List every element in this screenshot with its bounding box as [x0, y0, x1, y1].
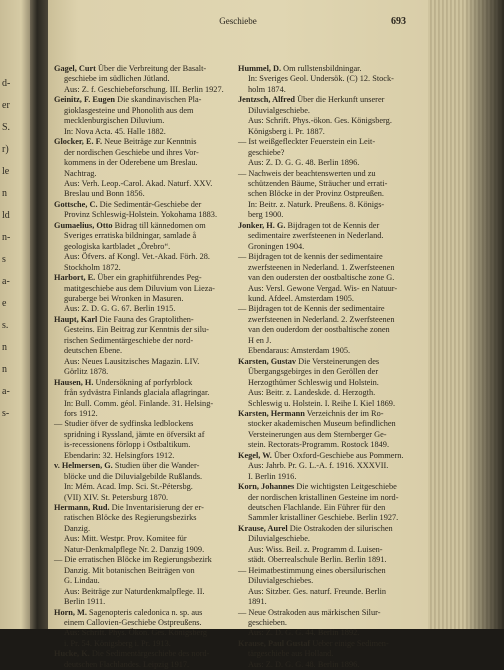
- entry-continuation: Aus: Verh. Leop.-Carol. Akad. Naturf. XXV.: [64, 178, 213, 188]
- entry-continuation: stocker akademischen Museum befindlichen: [248, 419, 396, 429]
- entry-author: Hermann, Rud.: [54, 503, 110, 513]
- entry-continuation: Danzig. Mit botanischen Beiträgen von: [64, 565, 195, 575]
- facing-page-fragment: s: [2, 254, 6, 265]
- entry-continuation: Diluvialgeschiebe.: [248, 534, 310, 544]
- entry-author: Harbort, E.: [54, 273, 96, 283]
- entry-continuation: spridning i Ryssland, jämte en öfversikt af: [64, 429, 205, 439]
- bibliography-entry: [54, 378, 228, 420]
- entry-text: Über Oxford-Geschiebe aus Pommern.: [273, 450, 404, 460]
- entry-author: Kegel, W.: [238, 450, 272, 460]
- entry-text: Die Ostrakoden der silurischen: [289, 523, 393, 533]
- entry-continuation: Berlin 1911.: [64, 597, 106, 607]
- bibliography-entry: [54, 503, 228, 555]
- left-column: [54, 64, 228, 670]
- entry-continuation: Aus: Z. f. Geschiebeforschung. III. Berlin 1927.: [64, 84, 224, 94]
- entry-author: Hucke, K.: [54, 649, 90, 659]
- bibliography-entry: [54, 649, 228, 670]
- entry-continuation: 1891.: [248, 597, 267, 607]
- entry-continuation: fors 1912.: [64, 408, 98, 418]
- entry-continuation: der nordischen kristallinen Gesteine im nord-: [248, 492, 399, 502]
- entry-continuation: (VII) XIV. St. Petersburg 1870.: [64, 492, 169, 502]
- entry-continuation: kund. Afdeel. Amsterdam 1905.: [248, 293, 354, 303]
- entry-continuation: Aus: Mitt. Westpr. Prov. Komitee für: [64, 534, 187, 544]
- entry-continuation: Herzogthümer Schleswig und Holstein.: [248, 377, 379, 387]
- entry-first-line: [238, 639, 412, 649]
- entry-continuation: schützenden Bäume, Sträucher und errati-: [248, 178, 388, 188]
- entry-continuation: I. Berlin 1916.: [248, 471, 297, 481]
- bibliography-entry: [54, 555, 228, 607]
- entry-continuation: gioklasgesteine und Phonolith aus dem: [64, 105, 194, 115]
- entry-continuation: tärgeschiebe aus Holland.: [248, 649, 334, 659]
- entry-continuation: städt. Oberrealschule Berlin. Berlin 1891.: [248, 555, 387, 565]
- entry-text: — Studier öfver de sydfinska ledblockens: [54, 419, 194, 429]
- entry-author: Hausen, H.: [54, 377, 94, 387]
- entry-first-line: [238, 524, 412, 534]
- entry-continuation: deutschen Ebene.: [64, 346, 123, 356]
- entry-author: Glocker, E. F.: [54, 137, 103, 147]
- entry-continuation: In: Mém. Acad. Imp. Sci. St.-Pétersbg.: [64, 482, 193, 492]
- entry-first-line: [238, 95, 412, 105]
- entry-continuation: Nachtrag.: [64, 168, 97, 178]
- entry-continuation: Sveriges erratiska bildningar, samlade å: [64, 231, 197, 241]
- entry-continuation: mecklenburgischen Diluvium.: [64, 116, 165, 126]
- entry-continuation: Aus: Schrift. Phys. Ökon. Ges. Königsberg: [64, 628, 207, 638]
- entry-first-line: [238, 64, 412, 74]
- entry-continuation: Ebendarin: 32. Helsingfors 1912.: [64, 450, 175, 460]
- entry-continuation: Görlitz 1878.: [64, 367, 109, 377]
- page-stack-edge: [428, 0, 504, 629]
- book-gutter: [30, 0, 48, 629]
- entry-continuation: holm 1874.: [248, 84, 286, 94]
- entry-first-line: [238, 482, 412, 492]
- entry-text: Ueber einige Sedimen-: [312, 638, 389, 648]
- entry-continuation: Ebendaraus: Amsterdam 1905.: [248, 346, 351, 356]
- entry-continuation: Aus: Schrift. Phys.-ökon. Ges. Königsberg.: [248, 116, 392, 126]
- entry-text: Studien über die Wander-: [114, 461, 200, 471]
- entry-continuation: blöcke und die Diluvialgebilde Rußlands.: [64, 471, 203, 481]
- entry-author: Gottsche, C.: [54, 199, 98, 209]
- entry-author: Krause, Paul Gustaf: [238, 638, 311, 648]
- entry-continuation: deutschen Flachlande. Ein Führer für den: [248, 503, 386, 513]
- entry-continuation: Aus: Wiss. Beil. z. Programm d. Luisen-: [248, 544, 383, 554]
- entry-continuation: Übergangsgebirges in den Geröllen der: [248, 367, 379, 377]
- entry-continuation: Königsberg i. Pr. 1887.: [248, 126, 325, 136]
- bibliography-entry: [238, 409, 412, 451]
- facing-page-fragment: n: [2, 364, 7, 375]
- bibliography-entry: [238, 357, 412, 409]
- entry-text: Die Sedimentär-Geschiebe der: [99, 199, 202, 209]
- entry-continuation: In: Nova Acta. 45. Halle 1882.: [64, 126, 166, 136]
- entry-author: Krause, Aurel: [238, 523, 288, 533]
- entry-continuation: Diluvialgeschiebe.: [248, 105, 310, 115]
- entry-first-line: [54, 608, 228, 618]
- entry-continuation: G. Lindau.: [64, 576, 100, 586]
- entry-continuation: sedimentaire zwerfsteenen in Nederland.: [248, 231, 384, 241]
- entry-text: Die wichtigsten Leitgeschiebe: [296, 482, 397, 492]
- entry-author: Karsten, Hermann: [238, 408, 305, 418]
- right-column: [238, 64, 412, 670]
- entry-continuation: H en J.: [248, 335, 272, 345]
- entry-author: Gumaelius, Otto: [54, 220, 113, 230]
- entry-text: — Heimatbestimmung eines obersilurischen: [238, 565, 386, 575]
- bibliography-entry: [54, 64, 228, 95]
- entry-author: Hummel, D.: [238, 64, 282, 73]
- entry-author: Gagel, Curt: [54, 64, 96, 73]
- bibliography-entry: [54, 608, 228, 650]
- entry-continuation: ratischen Blöcke des Regierungsbezirks: [64, 513, 197, 523]
- entry-continuation: schen Blöcke in der Provinz Ostpreußen.: [248, 189, 384, 199]
- bibliography-entry: [238, 169, 412, 221]
- entry-continuation: Aus: Neues Lausitzisches Magazin. LIV.: [64, 356, 200, 366]
- entry-text: Die Fauna des Graptolithen-: [99, 314, 194, 324]
- entry-continuation: In: Sveriges Geol. Undersök. (C) 12. Stock-: [248, 74, 394, 84]
- running-head: Geschiebe: [219, 16, 257, 26]
- bibliography-entry: [238, 137, 412, 168]
- entry-continuation: geschiebe im südlichen Jütland.: [64, 74, 170, 84]
- entry-continuation: Diluvialgeschiebes.: [248, 576, 314, 586]
- entry-text: Über die Herkunft unserer: [297, 95, 385, 105]
- entry-text: Neue Beiträge zur Kenntnis: [104, 137, 197, 147]
- entry-continuation: från sydvästra Finlands glaciala aflagringar.: [64, 388, 210, 398]
- entry-continuation: Groningen 1904.: [248, 241, 305, 251]
- entry-first-line: [54, 273, 228, 283]
- entry-continuation: zwerfsteenen in Nederland. 2. Zwerfsteenen: [248, 314, 395, 324]
- entry-first-line: [54, 221, 228, 231]
- bibliography-entry: [238, 252, 412, 304]
- entry-continuation: Sammler kristalliner Geschiebe. Berlin 1927.: [248, 513, 399, 523]
- bibliography-entry: [238, 524, 412, 566]
- facing-page-fragment: S.: [2, 122, 11, 133]
- entry-continuation: Danzig.: [64, 523, 91, 533]
- entry-continuation: kommens in der Oderebene um Breslau.: [64, 158, 198, 168]
- entry-continuation: geschiebe?: [248, 147, 285, 157]
- entry-first-line: [54, 200, 228, 210]
- entry-first-line: [238, 409, 412, 419]
- entry-first-line: [238, 137, 412, 147]
- entry-first-line: [54, 503, 228, 513]
- entry-text: Über ein graphitführendes Peg-: [97, 273, 202, 283]
- entry-continuation: Aus: Z. D. G. G. 48. Berlin 1896.: [248, 158, 360, 168]
- bibliography-entry: [54, 273, 228, 315]
- entry-first-line: [54, 315, 228, 325]
- entry-author: Haupt, Karl: [54, 314, 98, 324]
- entry-first-line: [238, 608, 412, 618]
- book-page: [48, 0, 428, 669]
- entry-author: Geinitz, F. Eugen: [54, 95, 116, 105]
- bibliography-entry: [238, 451, 412, 482]
- bibliography-entry: [54, 137, 228, 200]
- entry-author: Karsten, Gustav: [238, 356, 297, 366]
- entry-author: Horn, M.: [54, 607, 87, 617]
- entry-continuation: Provinz Schleswig-Holstein. Yokohama 1883.: [64, 210, 218, 220]
- entry-continuation: In: Bull. Comm. géol. Finlande. 31. Helsing-: [64, 398, 214, 408]
- bibliography-entry: [238, 566, 412, 608]
- entry-first-line: [54, 378, 228, 388]
- entry-text: — Neue Ostrakoden aus märkischen Silur-: [238, 607, 381, 617]
- entry-text: Die Inventarisierung der er-: [111, 503, 204, 513]
- entry-first-line: [54, 137, 228, 147]
- bibliography-entry: [54, 419, 228, 461]
- entry-continuation: Schleswig u. Holstein. I. Reihe I. Kiel 1869.: [248, 398, 396, 408]
- entry-continuation: stein. Rectorats-Programm. Rostock 1849.: [248, 440, 390, 450]
- entry-first-line: [54, 419, 228, 429]
- facing-page-fragment: s-: [2, 408, 10, 419]
- entry-first-line: [238, 169, 412, 179]
- bibliography-entry: [238, 221, 412, 252]
- bibliography-entry: [238, 95, 412, 137]
- entry-author: Korn, Johannes: [238, 482, 295, 492]
- bibliography-entry: [238, 639, 412, 670]
- entry-continuation: der nordischen Geschiebe und ihres Vor-: [64, 147, 199, 157]
- entry-continuation: Aus: Z. D. G. G. 44. Berlin 1892.: [248, 628, 360, 638]
- entry-continuation: i. Pr. 54. Königsberg i. Pr. 1913.: [64, 638, 171, 648]
- entry-continuation: Versteinerungen aus dem Sternberger Ge-: [248, 429, 387, 439]
- entry-continuation: guraberge bei Wronken in Masuren.: [64, 293, 184, 303]
- entry-first-line: [238, 252, 412, 262]
- facing-page-fragment: s.: [2, 320, 9, 331]
- entry-text: Die skandinavischen Pla-: [117, 95, 202, 105]
- entry-continuation: Stockholm 1872.: [64, 262, 121, 272]
- entry-continuation: einem Callovien-Geschiebe Ostpreußens.: [64, 618, 202, 628]
- entry-continuation: Natur-Denkmalpflege Nr. 2. Danzig 1909.: [64, 544, 205, 554]
- bibliography-entry: [238, 64, 412, 95]
- page-number: 693: [391, 16, 406, 27]
- entry-text: Bidrag till kännedomen om: [114, 220, 206, 230]
- entry-text: Die Sedimentärgeschiebe des nord-: [91, 649, 210, 659]
- entry-continuation: Aus: Beitr. z. Landeskde. d. Herzogth.: [248, 388, 376, 398]
- entry-continuation: Aus: Öfvers. af Kongl. Vet.-Akad. Förh. 28.: [64, 252, 210, 262]
- entry-continuation: Aus: Jahrb. Pr. G. L.-A. f. 1916. XXXVII.: [248, 461, 389, 471]
- entry-continuation: Aus: Sitzber. Ges. naturf. Freunde. Berlin: [248, 586, 387, 596]
- entry-text: Sagenopteris caledonica n. sp. aus: [89, 607, 203, 617]
- entry-text: Undersökning af porfyrblock: [95, 377, 193, 387]
- facing-page-fragment: le: [2, 166, 10, 177]
- entry-first-line: [54, 555, 228, 565]
- entry-first-line: [238, 357, 412, 367]
- entry-text: — Ist weißgefleckter Feuerstein ein Leit-: [238, 137, 376, 147]
- entry-continuation: berg 1900.: [248, 210, 284, 220]
- entry-continuation: rischen Sedimentärgeschiebe der nord-: [64, 335, 194, 345]
- entry-author: Jentzsch, Alfred: [238, 95, 295, 105]
- entry-text: Verzeichnis der im Ro-: [306, 408, 384, 418]
- bibliography-entry: [54, 200, 228, 221]
- facing-page-fragment: a-: [2, 386, 10, 397]
- entry-continuation: geologiska kartbladet „Örebro“.: [64, 241, 171, 251]
- entry-continuation: van den ouderdom der oostbaltische zonen: [248, 325, 390, 335]
- facing-page-fragment: n: [2, 342, 7, 353]
- entry-continuation: Aus: Versl. Gewone Vergad. Wis- en Natuur-: [248, 283, 398, 293]
- entry-continuation: Breslau und Bonn 1856.: [64, 189, 145, 199]
- entry-text: Om rullstensbildningar.: [283, 64, 362, 73]
- entry-continuation: Aus: Z. D. G. G. 48. Berlin 1896.: [248, 659, 360, 669]
- entry-continuation: Gesteins. Ein Beitrag zur Kenntnis der silu-: [64, 325, 209, 335]
- facing-page-edge: [0, 0, 30, 629]
- entry-continuation: geschieben.: [248, 618, 287, 628]
- facing-page-fragment: n-: [2, 232, 11, 243]
- entry-first-line: [238, 221, 412, 231]
- entry-text: Über die Verbreitung der Basalt-: [98, 64, 207, 73]
- bibliography-entry: [54, 221, 228, 273]
- entry-text: — Nachweis der beachtenswerten und zu: [238, 168, 376, 178]
- entry-continuation: is-recessionens förlopp i Ostbaltikum.: [64, 440, 191, 450]
- entry-continuation: Aus: Z. D. G. G. 67. Berlin 1915.: [64, 304, 176, 314]
- entry-first-line: [238, 304, 412, 314]
- entry-text: — Bijdragen tot de Kennis der sedimentaire: [238, 304, 385, 314]
- entry-first-line: [54, 649, 228, 659]
- entry-continuation: matitgeschiebe aus dem Diluvium von Lieza-: [64, 283, 215, 293]
- bibliography-entry: [238, 608, 412, 639]
- entry-text: — Die erratischen Blöcke im Regierungsbezirk: [54, 555, 212, 565]
- bibliography-entry: [238, 304, 412, 356]
- entry-continuation: deutschen Flachlandes. Leipzig 1917.: [64, 659, 190, 669]
- facing-page-fragment: ld: [2, 210, 10, 221]
- entry-text: — Bijdragen tot de kennis der sedimentaire: [238, 252, 383, 262]
- entry-continuation: In: Beitr. z. Naturk. Preußens. 8. Königs-: [248, 199, 385, 209]
- entry-continuation: Aus: Beiträge zur Naturdenkmalpflege. II.: [64, 586, 205, 596]
- facing-page-fragment: n: [2, 188, 7, 199]
- page-header: [48, 16, 428, 30]
- entry-first-line: [54, 461, 228, 471]
- facing-page-fragment: er: [2, 100, 10, 111]
- entry-author: Jonker, H. G.: [238, 220, 286, 230]
- bibliography-entry: [54, 461, 228, 503]
- entry-continuation: zwerfsteenen in Nederland. 1. Zwerfsteenen: [248, 262, 395, 272]
- facing-page-fragment: a-: [2, 276, 10, 287]
- bibliography-entry: [54, 315, 228, 378]
- entry-first-line: [54, 64, 228, 74]
- facing-page-fragment: e: [2, 298, 7, 309]
- bibliography-entry: [54, 95, 228, 137]
- facing-page-fragment: d-: [2, 78, 11, 89]
- entry-author: v. Helmersen, G.: [54, 461, 113, 471]
- entry-first-line: [238, 566, 412, 576]
- bibliography-entry: [238, 482, 412, 524]
- entry-continuation: van den oudersten der oostbaltische zone G.: [248, 273, 395, 283]
- entry-text: Bijdragen tot de Kennis der: [287, 220, 380, 230]
- entry-first-line: [54, 95, 228, 105]
- entry-text: Die Versteinerungen des: [298, 356, 380, 366]
- facing-page-fragment: r): [2, 144, 9, 155]
- entry-first-line: [238, 451, 412, 461]
